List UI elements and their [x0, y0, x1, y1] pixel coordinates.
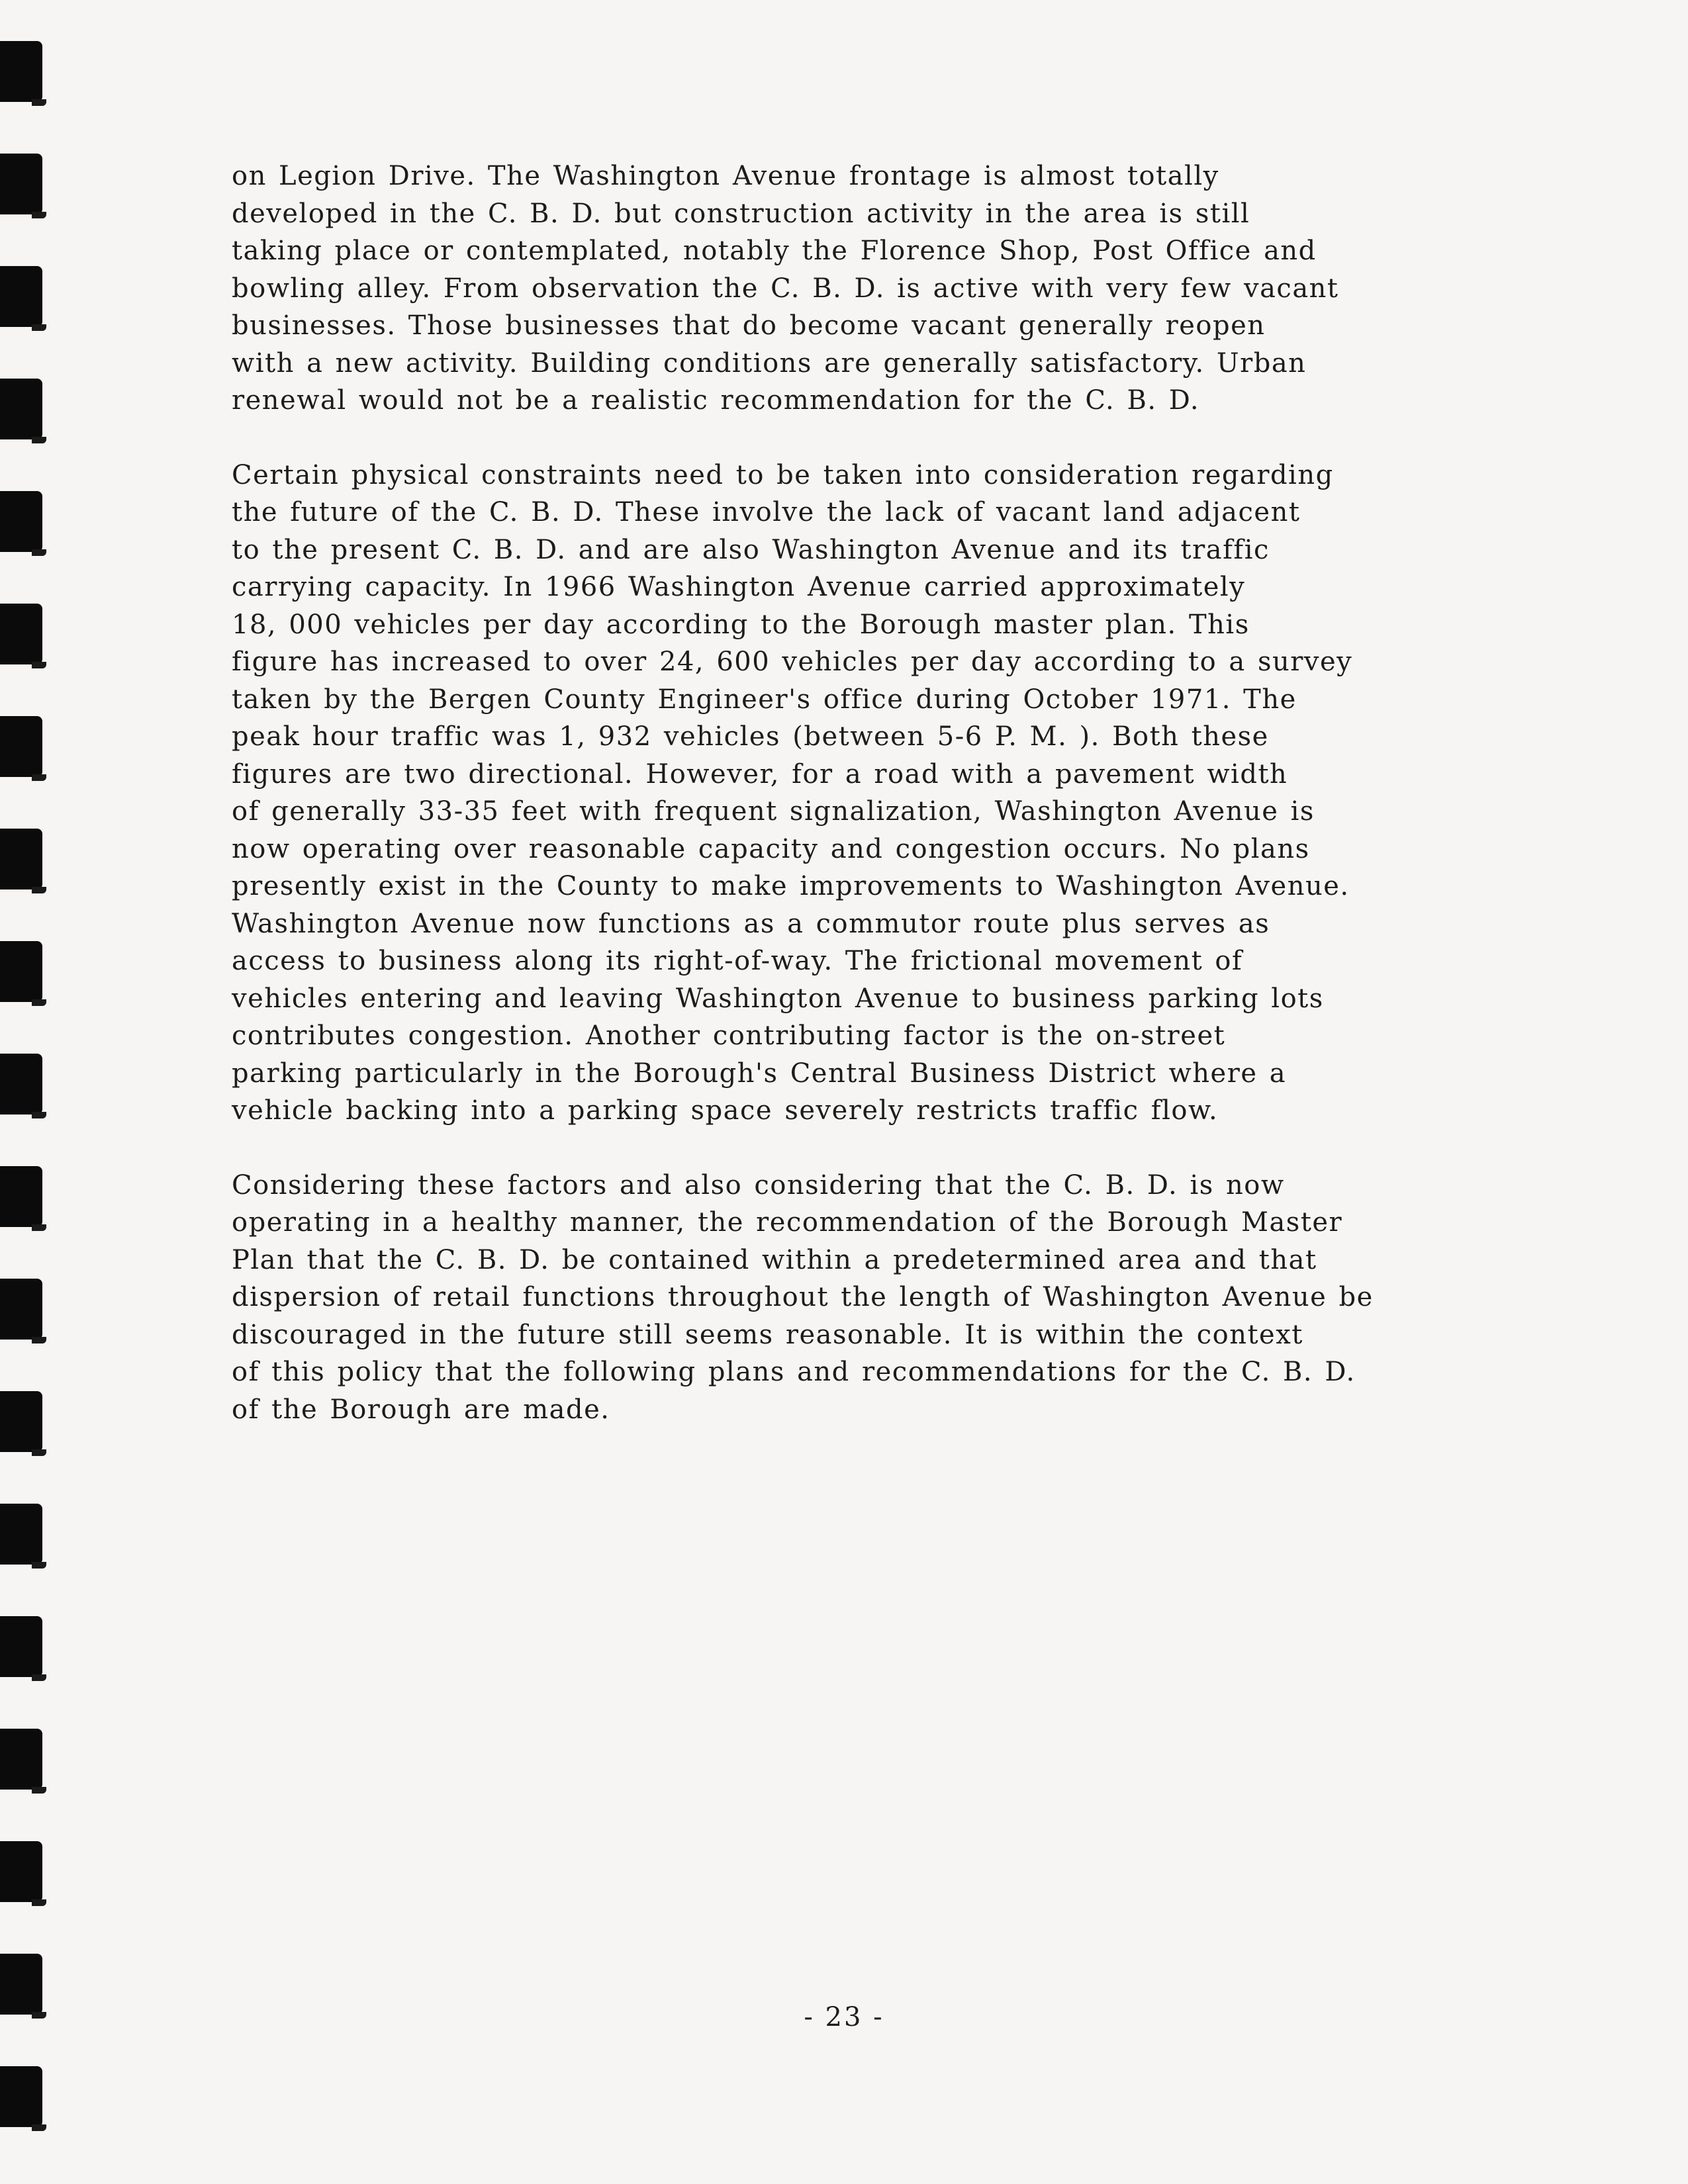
paragraph-1: on Legion Drive. The Washington Avenue frontage is almost totally developed in the C. B. D. but construction activity in the area is still taking place or contemplated, notably the Florence Shop, Post Office and bowling alley. From observation the C. B. D. is active with very few vacant businesses. Those businesses that do become vacant generally reopen with a new activity. Building conditions are generally satisfactory. Urban renewal would not be a realistic recommendation for the C. B. D.	[232, 161, 1339, 416]
binding-hole-icon	[0, 41, 42, 102]
binding-hole-icon	[0, 2066, 42, 2127]
binding-hole-icon	[0, 491, 42, 552]
binding-hole-icon	[0, 1279, 42, 1340]
body-text	[232, 158, 1509, 1465]
binding-hole-icon	[0, 1616, 42, 1677]
binding-hole-icon	[0, 1054, 42, 1115]
binding-hole-icon	[0, 1166, 42, 1227]
binding-hole-icon	[0, 716, 42, 777]
binding-hole-icon	[0, 1504, 42, 1565]
paragraph-3: Considering these factors and also considering that the C. B. D. is now operating in a healthy manner, the recommendation of the Borough Master Plan that the C. B. D. be contained within a predetermined area and that dispersion of retail functions throughout the length of Washington Avenue be discouraged in the future still seems reasonable. It is within the context of this policy that the following plans and recommendations for the C. B. D. of the Borough are made.	[232, 1169, 1374, 1425]
binding-hole-icon	[0, 1841, 42, 1902]
binding-hole-icon	[0, 1391, 42, 1452]
binding-hole-icon	[0, 941, 42, 1002]
binding-hole-icon	[0, 829, 42, 889]
spiral-binding	[0, 0, 60, 2184]
paragraph-2: Certain physical constraints need to be taken into consideration regarding the future of the C. B. D. These involve the lack of vacant land adjacent to the present C. B. D. and are also Washington Avenue and its traffic carrying capacity. In 1966 Washington Avenue carried approximately 18, 000 vehicles per day according to the Borough master plan. This figure has increased to over 24, 600 vehicles per day according to a survey taken by the Bergen County Engineer's office during October 1971. The peak hour traffic was 1, 932 vehicles (between 5-6 P. M. ). Both these figures are two directional. However, for a road with a pavement width of generally 33-35 feet with frequent signalization, Washington Avenue is now operating over reasonable capacity and congestion occurs. No plans presently exist in the County to make improvements to Washington Avenue. Washington Avenue now functions as a commutor route plus serves as access to business along its right-of-way. The frictional movement of vehicles entering and leaving Washington Avenue to business parking lots contributes congestion. Another contributing factor is the on-street parking particularly in the Borough's Central Business District where a vehicle backing into a parking space severely restricts traffic flow.	[232, 459, 1353, 1126]
binding-hole-icon	[0, 379, 42, 439]
binding-hole-icon	[0, 604, 42, 664]
page-number: - 23 -	[804, 2002, 884, 2032]
binding-hole-icon	[0, 154, 42, 214]
binding-hole-icon	[0, 266, 42, 327]
binding-hole-icon	[0, 1729, 42, 1790]
